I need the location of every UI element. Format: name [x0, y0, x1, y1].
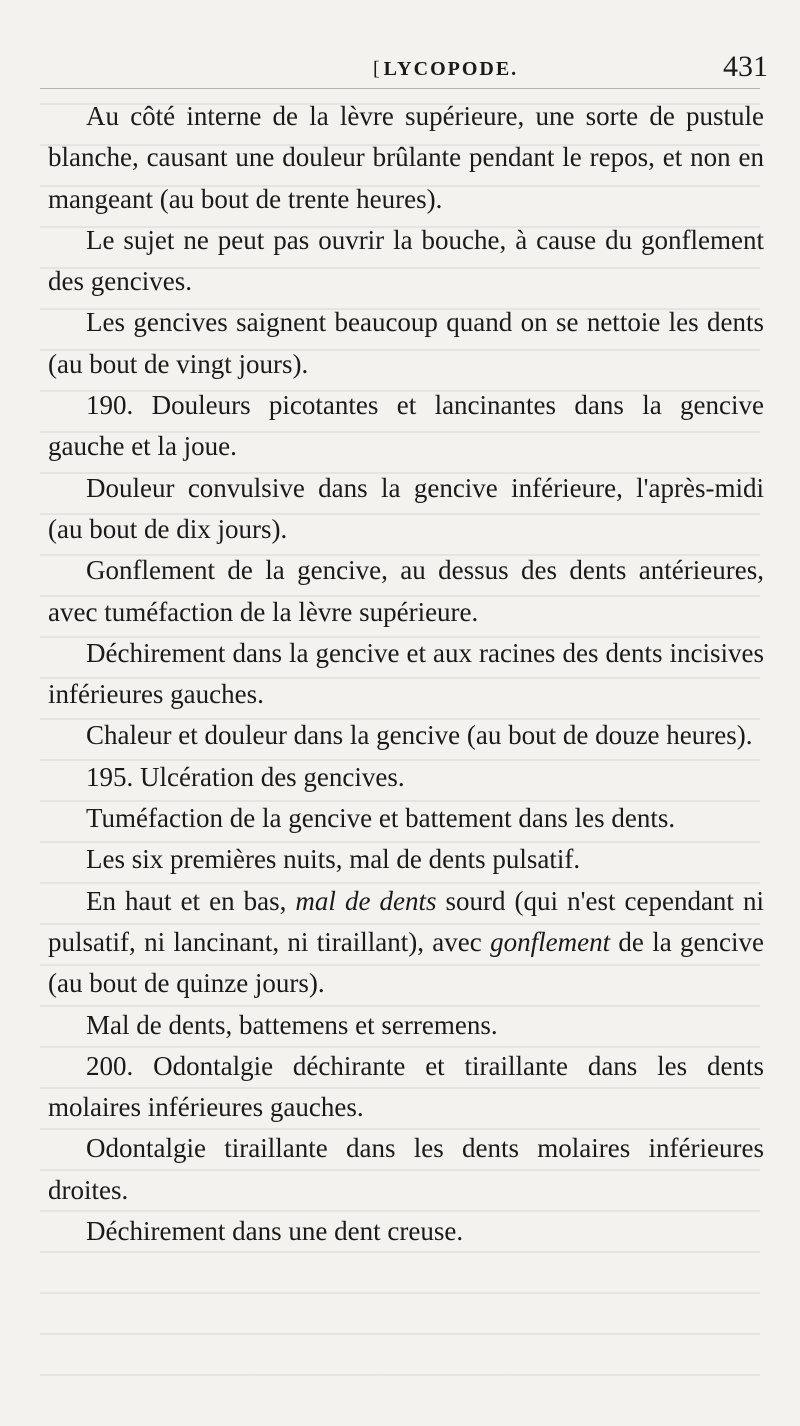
running-head: [ LYCOPODE. [373, 58, 518, 81]
page-number: 431 [723, 50, 768, 83]
paragraph: Déchirement dans la gencive et aux racines des dents incisives inférieures gauches. [48, 637, 764, 710]
paragraph: Gonflement de la gencive, au dessus des dents antérieures, avec tuméfaction de la lèvre supérieure. [48, 555, 764, 627]
paragraph: Odontalgie tiraillante dans les dents molaires inférieures droites. [48, 1133, 764, 1205]
header-rule [40, 88, 760, 89]
paragraph: Douleur convulsive dans la gencive inférieure, l'après-midi (au bout de dix jours). [48, 472, 764, 544]
paragraph: Mal de dents, battemens et serremens. [86, 1009, 498, 1040]
paragraph: Les gencives saignent beaucoup quand on se nettoie les dents (au bout de vingt jours). [48, 307, 764, 379]
text-run: En haut et en bas, [86, 885, 296, 916]
paragraph-with-italics [48, 881, 764, 1005]
paragraph: Tuméfaction de la gencive et battement dans les dents. [86, 803, 676, 834]
page-body [48, 96, 764, 1252]
paragraph: Déchirement dans une dent creuse. [86, 1216, 464, 1247]
text-run: de la gencive (au bout de quinze jours). [48, 926, 764, 999]
paragraph: Le sujet ne peut pas ouvrir la bouche, à cause du gonflement des gencives. [48, 224, 764, 297]
italic-run: mal de dents [295, 885, 437, 916]
paragraph-numbered: 190. Douleurs picotantes et lancinantes dans la gencive gauche et la joue. [48, 390, 764, 462]
paragraph-numbered: 195. Ulcération des gencives. [86, 761, 405, 792]
text-run: sourd (qui n'est cependant ni pulsatif, ni lancinant, ni tiraillant), avec [48, 885, 764, 957]
paragraph: Les six premières nuits, mal de dents pulsatif. [86, 844, 581, 875]
paragraph-numbered: 200. Odontalgie déchirante et tiraillante dans les dents molaires inférieures gauches. [48, 1050, 764, 1123]
paragraph: Au côté interne de la lèvre supérieure, une sorte de pustule blanche, causant une douleur brûlante pendant le repos, et non en mangeant (au bout de trente heures). [48, 101, 764, 214]
page-header [48, 44, 768, 84]
paragraph: Chaleur et douleur dans la gencive (au bout de douze heures). [86, 720, 753, 751]
italic-run: gonflement [490, 926, 611, 957]
